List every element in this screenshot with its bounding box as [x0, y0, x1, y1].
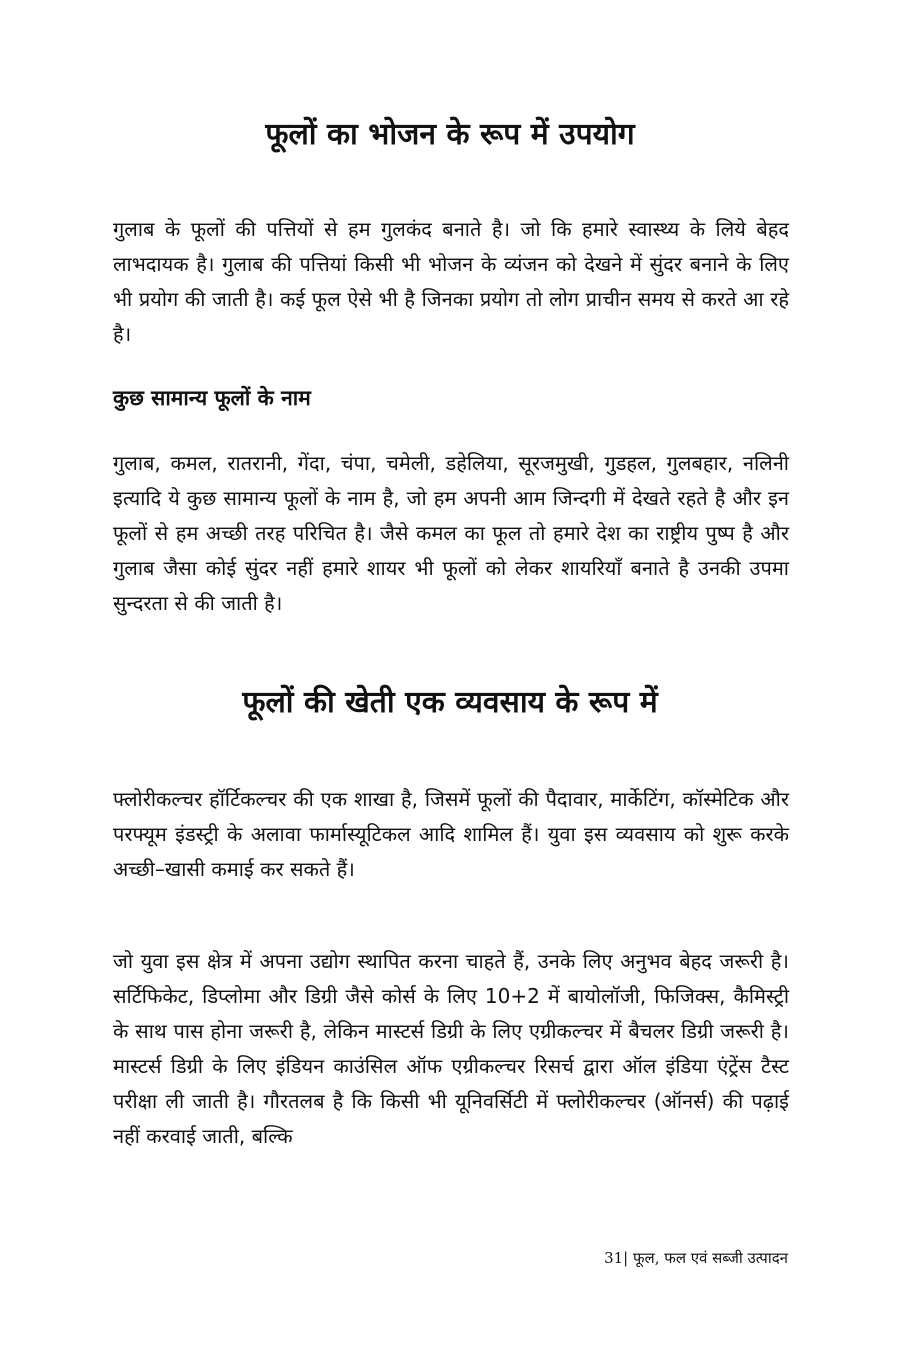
paragraph-floriculture-intro: फ्लोरीकल्चर हॉर्टिकल्चर की एक शाखा है, जिसमें फूलों की पैदावार, मार्केटिंग, कॉस्मेटिक और परफ्यूम इंडस्ट्री के अलावा फार्मास्यूटिकल आदि शामिल हैं। युवा इस व्यवसाय को शुरू करके अच्छी–खासी कमाई कर सकते हैं। — [113, 787, 789, 881]
paragraph-floriculture-education: जो युवा इस क्षेत्र में अपना उद्योग स्थापित करना चाहते हैं, उनके लिए अनुभव बेहद जरूरी है। सर्टिफिकेट, डिप्लोमा और डिग्री जैसे कोर्स के लिए 10+2 में बायोलॉजी, फिजिक्स, कैमिस्ट्री के साथ पास होना जरूरी है, लेकिन मास्टर्स डिग्री के लिए एग्रीकल्चर में बैचलर डिग्री जरूरी है। मास्टर्स डिग्री के लिए इंडियन काउंसिल ऑफ एग्रीकल्चर रिसर्च द्वारा ऑल इंडिया एंट्रेंस टैस्ट परीक्षा ली जाती है। गौरतलब है कि किसी भी यूनिवर्सिटी में फ्लोरीकल्चर (ऑनर्स) की पढ़ाई नहीं करवाई जाती, बल्कि — [113, 949, 789, 1148]
paragraph-common-flower-names: गुलाब, कमल, रातरानी, गेंदा, चंपा, चमेली, डहेलिया, सूरजमुखी, गुडहल, गुलबहार, नलिनी इत्यादि ये कुछ सामान्य फूलों के नाम है, जो हम अपनी आम जिन्दगी में देखते रहते है और इन फूलों से हम अच्छी तरह परिचित है। जैसे कमल का फूल तो हमारे देश का राष्ट्रीय पुष्प है और गुलाब जैसा कोई सुंदर नहीं हमारे शायर भी फूलों को लेकर शायरियाँ बनाते है उनकी उपमा सुन्दरता से की जाती है। — [113, 451, 789, 615]
section-title-floriculture-business: फूलों की खेती एक व्यवसाय के रूप में — [242, 685, 658, 720]
section-title-flowers-as-food: फूलों का भोजन के रूप में उपयोग — [265, 117, 635, 152]
subheading-common-flower-names: कुछ सामान्य फूलों के नाम — [113, 386, 311, 410]
paragraph-flowers-as-food: गुलाब के फूलों की पत्तियों से हम गुलकंद बनाते है। जो कि हमारे स्वास्थ्य के लिये बेहद लाभदायक है। गुलाब की पत्तियां किसी भी भोजन के व्यंजन को देखने में सुंदर बनाने के लिए भी प्रयोग की जाती है। कई फूल ऐसे भी है जिनका प्रयोग तो लोग प्राचीन समय से करते आ रहे है। — [113, 217, 789, 346]
page-footer: 31| फूल, फल एवं सब्जी उत्पादन — [604, 1249, 788, 1267]
